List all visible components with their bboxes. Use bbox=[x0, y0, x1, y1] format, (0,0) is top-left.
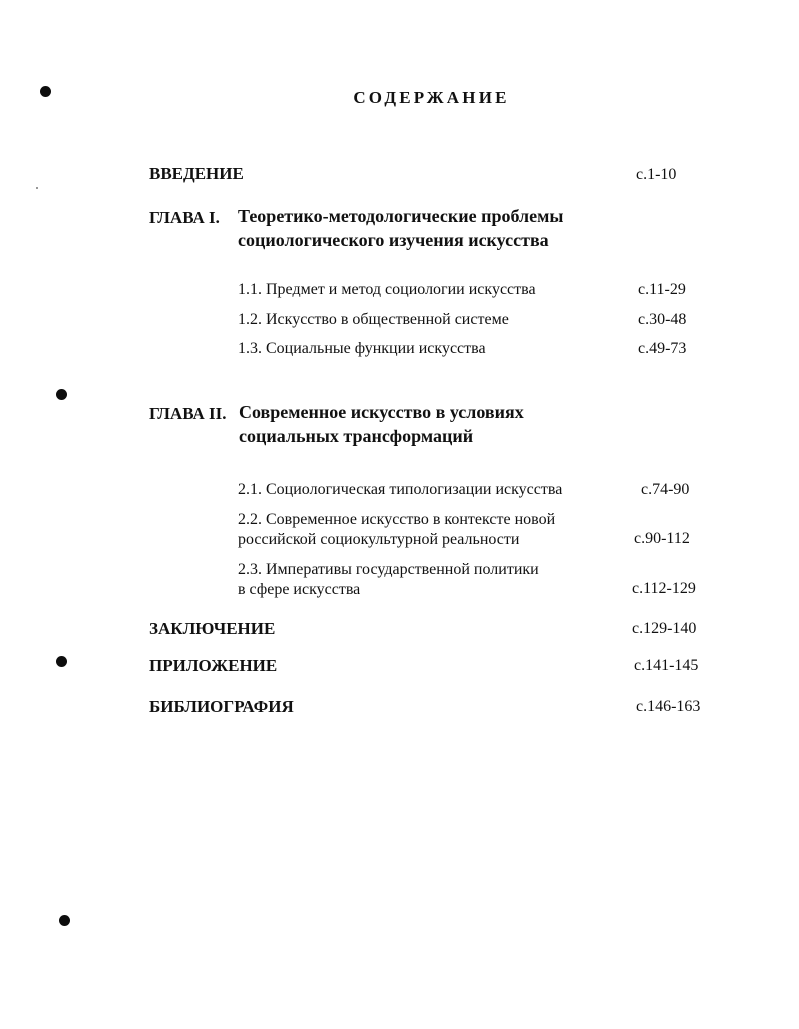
section-2-3-title bbox=[238, 560, 539, 600]
section-2-1-title: 2.1. Социологическая типологизации искусства bbox=[238, 481, 563, 498]
chapter1-title-line1: Теоретико-методологические проблемы bbox=[238, 206, 564, 226]
chapter1-label: ГЛАВА I. bbox=[149, 208, 220, 227]
appendix-label: ПРИЛОЖЕНИЕ bbox=[149, 656, 278, 675]
scan-speck bbox=[36, 187, 38, 189]
section-2-3-line1: 2.3. Императивы государственной политики bbox=[238, 561, 539, 578]
intro-label: ВВЕДЕНИЕ bbox=[149, 164, 244, 183]
section-2-3-line2: в сфере искусства bbox=[238, 581, 361, 598]
chapter2-title-line2: социальных трансформаций bbox=[239, 426, 474, 446]
punch-hole-2 bbox=[56, 389, 67, 400]
section-1-1-title: 1.1. Предмет и метод социологии искусства bbox=[238, 281, 536, 298]
chapter1-title bbox=[238, 204, 563, 252]
section-1-1-pages: с.11-29 bbox=[638, 281, 686, 298]
section-2-2-title bbox=[238, 510, 555, 550]
punch-hole-4 bbox=[59, 915, 70, 926]
chapter2-title-line1: Современное искусство в условиях bbox=[239, 402, 524, 422]
section-2-3-pages: с.112-129 bbox=[632, 580, 696, 597]
chapter2-label: ГЛАВА II. bbox=[149, 404, 227, 423]
chapter1-title-line2: социологического изучения искусства bbox=[238, 230, 549, 250]
conclusion-label: ЗАКЛЮЧЕНИЕ bbox=[149, 619, 276, 638]
section-1-3-pages: с.49-73 bbox=[638, 340, 687, 357]
punch-hole-3 bbox=[56, 656, 67, 667]
intro-pages: с.1-10 bbox=[636, 166, 677, 183]
section-2-2-pages: с.90-112 bbox=[634, 530, 690, 547]
bibliography-label: БИБЛИОГРАФИЯ bbox=[149, 697, 294, 716]
section-1-2-title: 1.2. Искусство в общественной системе bbox=[238, 311, 509, 328]
section-1-3-title: 1.3. Социальные функции искусства bbox=[238, 340, 486, 357]
chapter2-title bbox=[239, 400, 524, 448]
page-title: СОДЕРЖАНИЕ bbox=[353, 88, 510, 107]
section-2-2-line1: 2.2. Современное искусство в контексте новой bbox=[238, 511, 556, 528]
bibliography-pages: с.146-163 bbox=[636, 698, 701, 715]
section-2-2-line2: российской социокультурной реальности bbox=[238, 531, 520, 548]
section-2-1-pages: с.74-90 bbox=[641, 481, 690, 498]
appendix-pages: с.141-145 bbox=[634, 657, 699, 674]
section-1-2-pages: с.30-48 bbox=[638, 311, 687, 328]
conclusion-pages: с.129-140 bbox=[632, 620, 697, 637]
